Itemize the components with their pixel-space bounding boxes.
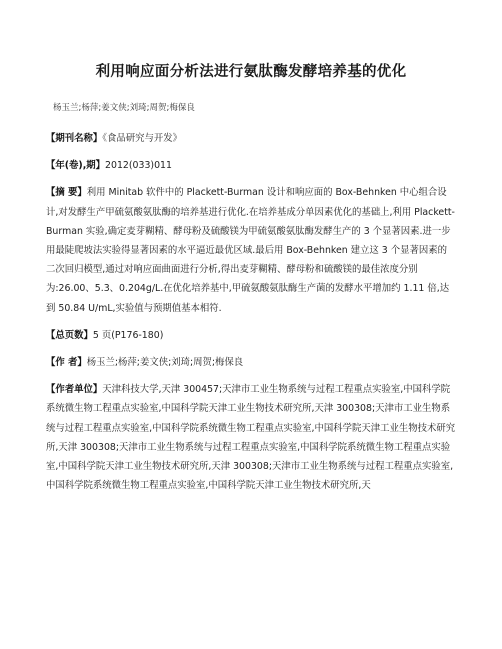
- journal-value: 《食品研究与开发》: [102, 133, 182, 144]
- pages-value: 5 页(P176-180): [92, 329, 164, 341]
- authors-value: 杨玉兰;杨萍;姜文侠;刘琦;周贺;梅保良: [86, 357, 244, 369]
- journal-label: 【期刊名称】: [46, 133, 103, 144]
- abstract-text: 利用 Minitab 软件中的 Plackett-Burman 设计和响应面的 Box-Behnken 中心组合设计,对发酵生产甲硫氨酸氨肽酶的培养基进行优化.在培养基成分单因素优化的基础上,利用 Plackett-Burman 实验,确定麦芽糊精、酵母粉及硫酸镁为甲硫氨酸氨肽酶发酵生产的 3 个显著因素.进一步用最陡爬坡法实验得显著因素的水平逼近最优区域.最后用 Box-Behnken 建立这 3 个显著因素的二次回归模型,通过对响应面曲面进行分析,得出麦芽糊精、酵母粉和硫酸镁的最佳浓度分别为:26.00、5.3、0.204g/L.在优化培养基中,甲硫氨酸氨肽酶生产菌的发酵水平增加约 1.11 倍,达到 50.84 U/mL,实验值与预期值基本相符.: [46, 187, 455, 314]
- year-issue-field: [46, 156, 456, 175]
- author-list: 杨玉兰;杨萍;姜文侠;刘琦;周贺;梅保良: [53, 103, 195, 113]
- authors-label: 【作 者】: [46, 357, 87, 369]
- affiliation-text: 天津科技大学,天津 300457;天津市工业生物系统与过程工程重点实验室,中国科学院系统微生物工程重点实验室,中国科学院天津工业生物技术研究所,天津 300308;天津市工业生物系统与过程工程重点实验室,中国科学院系统微生物工程重点实验室,中国科学院天津工业生物技术研究所,天津 300308;天津市工业生物系统与过程工程重点实验室,中国科学院系统微生物工程重点实验室,中国科学院天津工业生物技术研究所,天津 300308;天津市工业生物系统与过程工程重点实验室,中国科学院系统微生物工程重点实验室,中国科学院天津工业生物技术研究所,天: [46, 384, 456, 492]
- affiliation-field: [46, 380, 456, 495]
- abstract-label: 【摘 要】: [46, 187, 87, 199]
- year-issue-label: 【年(卷),期】: [46, 160, 106, 172]
- journal-field: [46, 129, 456, 148]
- pages-label: 【总页数】: [46, 329, 93, 341]
- document-title: 利用响应面分析法进行氨肽酶发酵培养基的优化: [95, 64, 407, 80]
- pages-field: [46, 326, 456, 345]
- affiliation-label: 【作者单位】: [46, 384, 103, 396]
- authors-field: [46, 353, 456, 372]
- year-issue-value: 2012(033)011: [105, 160, 172, 172]
- abstract-field: [46, 183, 456, 317]
